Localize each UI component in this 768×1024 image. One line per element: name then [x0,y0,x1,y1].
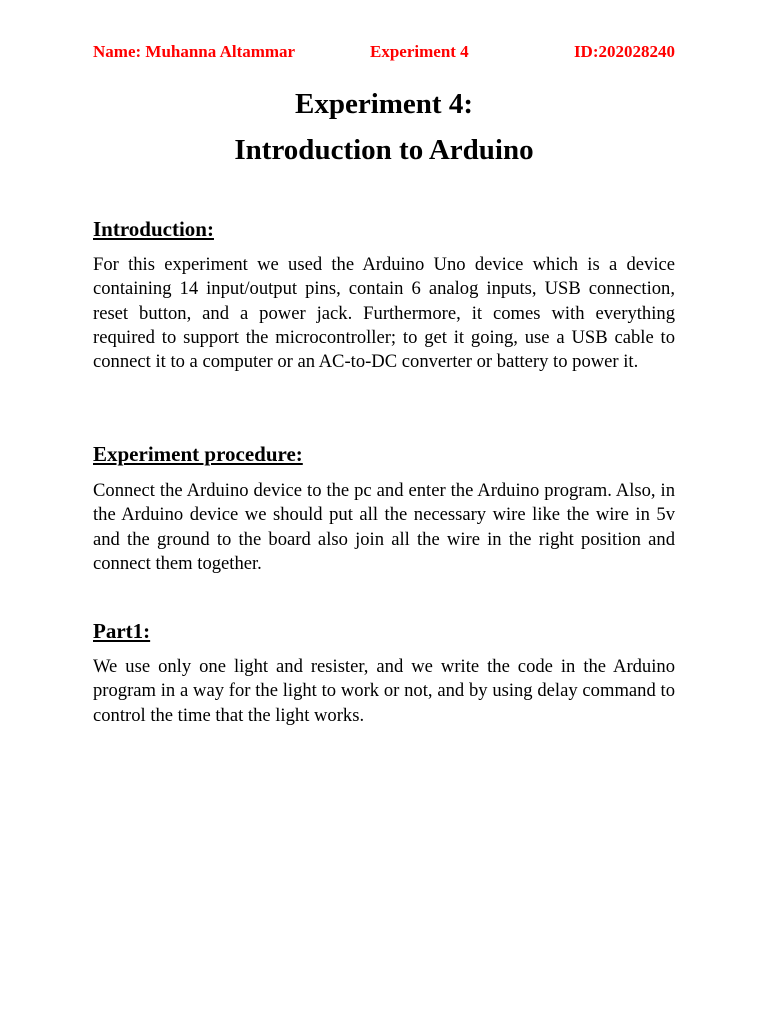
introduction-paragraph: For this experiment we used the Arduino Uno device which is a device containing 14 input/output pins, contain 6 analog inputs, USB connection, reset button, and a power jack. Furthermore, it comes with everything required to support the microcontroller; to get it going, use a USB cable to connect it to a computer or an AC-to-DC converter or battery to power it. [93,254,675,373]
procedure-paragraph: Connect the Arduino device to the pc and enter the Arduino program. Also, in the Arduino device we should put all the necessary wire like the wire in 5v and the ground to the board also join all the wire in the right position and connect them together. [93,480,675,574]
part1-heading: Part1: [93,619,151,643]
document-title-line-1: Experiment 4: [295,88,473,120]
header-experiment-label: Experiment 4 [370,42,469,61]
document-title-line-2: Introduction to Arduino [234,134,534,166]
part1-paragraph: We use only one light and resister, and we write the code in the Arduino program in a way for the light to work or not, and by using delay command to control the time that the light works. [93,656,675,726]
page-header [93,42,675,64]
introduction-heading: Introduction: [93,217,214,241]
procedure-heading: Experiment procedure: [93,442,303,466]
header-student-name: Name: Muhanna Altammar [93,42,296,61]
header-student-id: ID:202028240 [573,42,675,61]
